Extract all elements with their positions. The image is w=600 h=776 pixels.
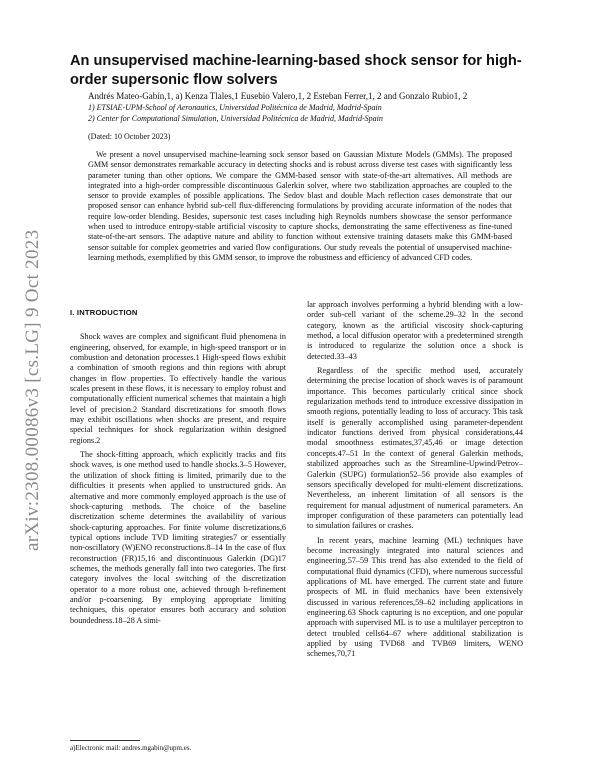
arxiv-identifier: arXiv:2308.00086v3 [cs.LG] 9 Oct 2023 — [22, 229, 43, 551]
abstract: We present a novel unsupervised machine-learning sock sensor based on Gaussian Mixture Models (GMMs). The proposed GMM sensor demonstrates remarkable accuracy in detecting shocks and is robust across diverse test cases with significantly less parameter tuning than other options. We compare the GMM-based sensor with state-of-the-art alternatives. All methods are integrated into a high-order compressible discontinuous Galerkin solver, where two stabilization approaches are coupled to the sensor to provide examples of possible applications. The Sedov blast and double Mach reflection cases demonstrate that our proposed sensor can enhance hybrid sub-cell flux-differencing formulations by providing accurate information of the nodes that require low-order blending. Besides, supersonic test cases including high Reynolds numbers showcase the sensor performance when used to introduce entropy-stable artificial viscosity to capture shocks, demonstrating the same effectiveness as fine-tuned state-of-the-art sensors. The adaptive nature and ability to function without extensive training datasets make this GMM-based sensor suitable for complex geometries and varied flow configurations. Our study reveals the potential of unsupervised machine-learning methods, exemplified by this GMM sensor, to improve the robustness and efficiency of advanced CFD codes. — [88, 150, 512, 262]
paragraph: In recent years, machine learning (ML) techniques have become increasingly integrated into natural sciences and engineering.57–59 This trend has also extended to the field of computational fluid dynamics (CFD), where numerous successful applications of ML have emerged. The current state and future prospects of ML in fluid mechanics have been extensively discussed in various references,59–62 including applications in engineering.63 Shock capturing is no exception, and one popular approach with supervised ML is to use a multilayer perceptron to detect troubled cells64–67 where additional stabilization is applied by using TVD68 and TVB69 limiters, WENO schemes,70,71 — [307, 535, 523, 659]
paragraph: Regardless of the specific method used, accurately determining the precise location of shock waves is of paramount importance. This becomes particularly critical since shock regularization methods tend to introduce excessive dissipation in smooth regions, potentially leading to loss of accuracy. This task itself is generally accomplished using parameter-dependent indicator functions derived from physical considerations,44 modal smoothness estimates,37,45,46 or image detection concepts.47–51 In the context of general Galerkin methods, stabilized approaches such as the Streamline-Upwind/Petrov–Galerkin (SUPG) formulation52–56 provide also examples of sensors specifically developed for multi-element discretizations. Nevertheless, an inherent limitation of all sensors is the requirement for manual adjustment of numerical parameters. An improper configuration of these parameters can potentially lead to simulation failures or crashes. — [307, 366, 523, 531]
section-heading: I. INTRODUCTION — [70, 308, 138, 317]
footnote-rule — [70, 740, 140, 741]
paragraph: lar approach involves performing a hybrid blending with a low-order sub-cell variant of the scheme.29–32 In the second category, known as the artificial viscosity shock-capturing method, a local diffusion operator with a predetermined strength is introduced to regularize the solution once a shock is detected.33–43 — [307, 300, 523, 361]
affiliation-1: 1) ETSIAE-UPM-School of Aeronautics, Universidad Politécnica de Madrid, Madrid-Spain — [88, 103, 382, 112]
affiliation-2: 2) Center for Computational Simulation, Universidad Politécnica de Madrid, Madrid-Spain — [88, 114, 383, 123]
author-list: Andrés Mateo-Gabín,1, a) Kenza Tlales,1 Eusebio Valero,1, 2 Esteban Ferrer,1, 2 and Gonzalo Rubio1, 2 — [88, 91, 468, 101]
paragraph: The shock-fitting approach, which explicitly tracks and fits shock waves, is one method used to handle shocks.3–5 However, the utilization of shock fitting is limited, primarily due to the difficulties it presents when applied to unstructured grids. An alternative and more commonly employed approach is the use of shock-capturing methods. The choice of the baseline discretization scheme determines the availability of various shock-capturing approaches. For finite volume discretizations,6 typical options include TVD limiting strategies7 or essentially non-oscillatory (W)ENO reconstructions.8–14 In the case of flux reconstruction (FR)15,16 and discontinuous Galerkin (DG)17 schemes, the methods generally fall into two categories. The first category involves the local switching of the discretization operator to a more robust one, achieved through h-refinement and/or p-coarsening. By employing appropriate limiting techniques, this operator ensures both accuracy and solution boundedness.18–28 A simi- — [70, 450, 286, 625]
footnote: a)Electronic mail: andres.mgabin@upm.es. — [70, 744, 192, 752]
left-column — [70, 300, 286, 630]
right-column — [307, 300, 523, 664]
paragraph: Shock waves are complex and significant fluid phenomena in engineering, observed, for example, in high-speed transport or in combustion and detonation processes.1 High-speed flows exhibit a combination of smooth regions and thin regions with abrupt changes in flow properties. To effectively handle the various scales present in these flows, it is necessary to employ robust and computationally efficient numerical schemes that maintain a high level of precision.2 Standard discretizations for smooth flows may exhibit oscillations when shocks are present, and require special techniques for shock regularization within designed regions.2 — [70, 332, 286, 445]
date-line: (Dated: 10 October 2023) — [88, 132, 171, 141]
paper-title: An unsupervised machine-learning-based shock sensor for high-order supersonic flow solvers — [70, 53, 522, 88]
